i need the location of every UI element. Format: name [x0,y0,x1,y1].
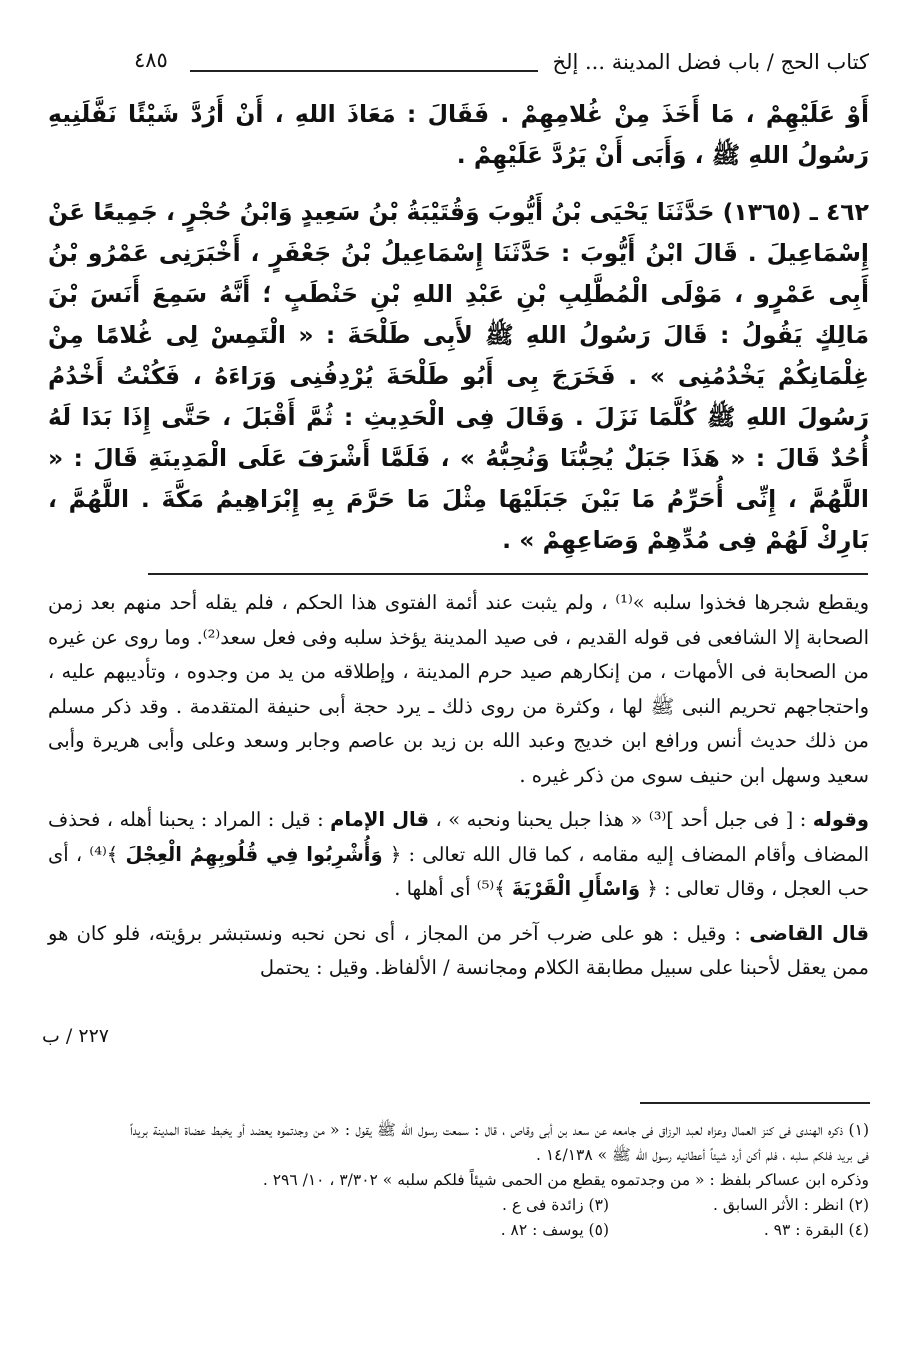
footnotes [130,1118,869,1243]
header-rule [190,70,538,72]
quran-quote: وَاسْأَلِ الْقَرْيَةَ [511,877,641,900]
commentary-paragraph-1: ويقطع شجرها فخذوا سلبه »⁽¹⁾ ، ولم يثبت عند أئمة الفتوى هذا الحكم ، فلم يقله أحد منهم بعد زمن الصحابة إلا الشافعى فى قوله القديم ، فى صيد المدينة يؤخذ سلبه وفى فعل سعد⁽²⁾. وما روى عن غيره من الصحابة فى الأمهات ، من إنكارهم صيد حرم المدينة ، وإطلاقه من يد من وجدوه ، وتأديبهم عليه ، واحتجاجهم تحريم النبى ﷺ لها ، وكثرة من روى ذلك ـ يرد حجة أبى حنيفة المتقدمة . وقد ذكر مسلم من ذلك حديث أنس ورافع ابن خديج وعبد الله بن زيد بن عاصم وجابر وسعد وعلى وأبى هريرة وأبى سعيد وسهل ابن حنيف سوى من ذكر غيره . [48,591,869,787]
hadith-text [48,94,869,561]
footnote-row [130,1193,869,1218]
commentary-qadi-label: قال القاضى [749,921,870,945]
commentary-text: : [ فى جبل أحد ]⁽³⁾ « هذا جبل يحبنا ونحبه » ، [429,808,813,831]
manuscript-folio-marker: ٢٢٧ / ب [42,1025,109,1047]
footnote-2: (٢) انظر : الأثر السابق . [713,1196,869,1214]
hadith-main: ٤٦٢ ـ (١٣٦٥) حَدَّثَنَا يَحْيَى بْنُ أَيُّوبَ وَقُتَيْبَةُ بْنُ سَعِيدٍ وَابْنُ حُجْرٍ ، جَمِيعًا عَنْ إِسْمَاعِيلَ . قَالَ ابْنُ أَيُّوبَ : حَدَّثَنَا إِسْمَاعِيلُ بْنُ جَعْفَرٍ ، أَخْبَرَنِى عَمْرُو بْنُ أَبِى عَمْرٍو ، مَوْلَى الْمُطَّلِبِ بْنِ عَبْدِ اللهِ بْنِ حَنْطَبٍ ؛ أَنَّهُ سَمِعَ أَنَسَ بْنَ مَالِكٍ يَقُولُ : قَالَ رَسُولُ اللهِ ﷺ لأَبِى طَلْحَةَ : « الْتَمِسْ لِى غُلامًا مِنْ غِلْمَانِكُمْ يَخْدُمُنِى » . فَخَرَجَ بِى أَبُو طَلْحَةَ يُرْدِفُنِى وَرَاءَهُ ، فَكُنْتُ أَخْدُمُ رَسُولَ اللهِ ﷺ كُلَّمَا نَزَلَ . وَقَالَ فِى الْحَدِيثِ : ثُمَّ أَقْبَلَ ، حَتَّى إِذَا بَدَا لَهُ أُحُدٌ قَالَ : « هَذَا جَبَلٌ يُحِبُّنَا وَنُحِبُّهُ » ، فَلَمَّا أَشْرَفَ عَلَى الْمَدِينَةِ قَالَ : « اللَّهُمَّ ، إِنِّى أُحَرِّمُ مَا بَيْنَ جَبَلَيْهَا مِثْلَ مَا حَرَّمَ بِهِ إِبْرَاهِيمُ مَكَّةَ . اللَّهُمَّ ، بَارِكْ لَهُمْ فِى مُدِّهِمْ وَصَاعِهِمْ » . [48,198,869,554]
commentary-text: : قيل : المراد : يحبنا أهله ، فحذف المضاف وأقام المضاف إليه مقامه ، كما قال الله تعالى : ﴿ [48,808,869,866]
footnote-row [130,1218,869,1243]
commentary-lead-word: وقوله [812,808,869,831]
section-divider [148,573,868,575]
footnote-1-continued: وذكره ابن عساكر بلفظ : « من وجدتموه يقطع من الحمى شيئاً فلكم سلبه » ٣/٣٠٢ ، ١٠/ ٢٩٦ . [262,1171,869,1189]
footnote-3: (٣) زائدة فى ع . [501,1196,609,1214]
footnote-4: (٤) البقرة : ٩٣ . [763,1221,869,1239]
commentary-text: : وقيل : هو على ضرب آخر من المجاز ، أى نحن نحبه ونستبشر برؤيته، فلو كان هو ممن يعقل لأحبنا على سبيل مطابقة الكلام ومجانسة / الألفاظ. وقيل : يحتمل [48,921,869,979]
commentary-paragraph-3 [48,917,869,986]
page-number: ٤٨٥ [134,48,168,72]
quran-quote: وَأُشْرِبُوا فِي قُلُوبِهِمُ الْعِجْلَ [125,842,383,866]
commentary-paragraph-2 [48,803,869,907]
commentary-text: ﴾⁽⁵⁾ أى أهلها . [394,877,512,900]
footnote-divider [640,1102,870,1104]
commentary-text: ﴾⁽⁴⁾ ، أى حب العجل ، وقال تعالى : ﴿ [48,842,869,900]
commentary [48,586,869,986]
running-header-title: كتاب الحج / باب فضل المدينة ... إلخ [552,50,869,74]
footnote-5: (٥) يوسف : ٨٢ . [500,1221,609,1239]
footnote-1: (١) ذكره الهندى فى كنز العمال وعزاه لعبد الرزاق فى جامعه عن سعد بن أبى وقاص ، قال : سمعت رسول الله ﷺ يقول : « من وجدتموه يعضد أو يخبط عضاة المدينة بريداً فى بريد فلكم سلبه ، فلم أكن أرد شيئاً أعطانيه رسول الله ﷺ » ١٤/١٣٨ . [130,1121,869,1164]
commentary-imam-label: قال الإمام [330,808,430,831]
hadith-continuation: أَوْ عَلَيْهِمْ ، مَا أَخَذَ مِنْ غُلامِهِمْ . فَقَالَ : مَعَاذَ اللهِ ، أَنْ أَرُدَّ شَيْئًا نَفَّلَنِيهِ رَسُولُ اللهِ ﷺ ، وَأَبَى أَنْ يَرُدَّ عَلَيْهِمْ . [48,100,869,169]
